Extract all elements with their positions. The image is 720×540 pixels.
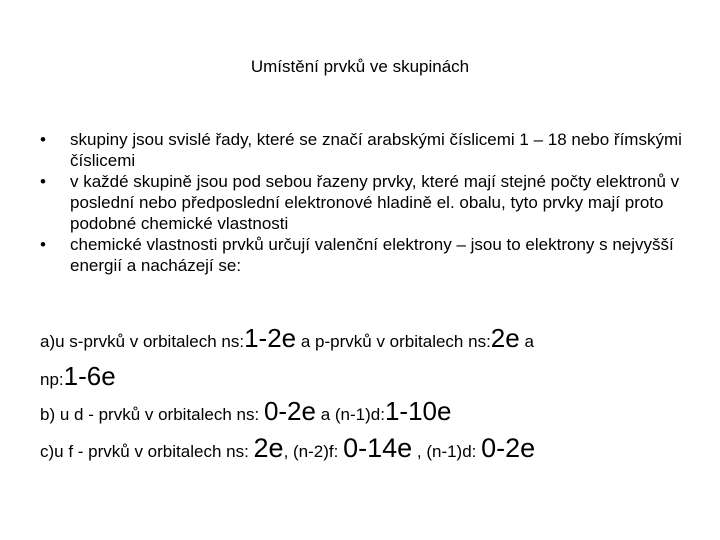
bullet-text: chemické vlastnosti prvků určují valenční elektrony – jsou to elektrony s nejvyšší energií a nacházejí se: xyxy=(70,235,674,275)
bullet-item xyxy=(40,171,710,234)
line-text: a)u s-prvků v orbitalech ns: xyxy=(40,332,245,351)
electron-value: 0-2e xyxy=(481,433,536,463)
electron-value: 0-14e xyxy=(343,433,413,463)
line-text: a xyxy=(519,332,534,351)
electron-value: 2e xyxy=(253,433,284,463)
electron-value: 2e xyxy=(490,323,520,353)
bullet-text: v každé skupině jsou pod sebou řazeny prvky, které mají stejné počty elektronů v poslední nebo předposlední elektronové hladině el. obalu, tyto prvky mají proto podobné chemické vlastnosti xyxy=(70,172,680,233)
line-text: b) u d - prvků v orbitalech ns: xyxy=(40,405,264,424)
line-text: a (n-1)d: xyxy=(315,405,385,424)
bullet-marker: • xyxy=(40,235,46,254)
slide-title: Umístění prvků ve skupinách xyxy=(250,57,470,76)
line-text: , (n-2)f: xyxy=(283,442,344,461)
line-text: a p-prvků v orbitalech ns: xyxy=(296,332,491,351)
electron-value: 1-6e xyxy=(63,361,116,391)
line-a-second xyxy=(40,361,116,392)
line-text: np: xyxy=(40,370,64,389)
line-b xyxy=(40,396,451,427)
electron-value: 1-10e xyxy=(384,396,452,426)
bullet-list xyxy=(40,129,710,276)
line-a-first xyxy=(40,323,534,354)
line-c xyxy=(40,433,535,464)
bullet-marker: • xyxy=(40,130,46,149)
line-text: c)u f - prvků v orbitalech ns: xyxy=(40,442,254,461)
electron-value: 0-2e xyxy=(263,396,316,426)
bullet-item xyxy=(40,129,710,171)
electron-value: 1-2e xyxy=(244,323,297,353)
bullet-text: skupiny jsou svislé řady, které se značí arabskými číslicemi 1 – 18 nebo římskými číslicemi xyxy=(70,130,682,170)
bullet-marker: • xyxy=(40,172,46,191)
bullet-item xyxy=(40,234,710,276)
line-text: , (n-1)d: xyxy=(412,442,482,461)
